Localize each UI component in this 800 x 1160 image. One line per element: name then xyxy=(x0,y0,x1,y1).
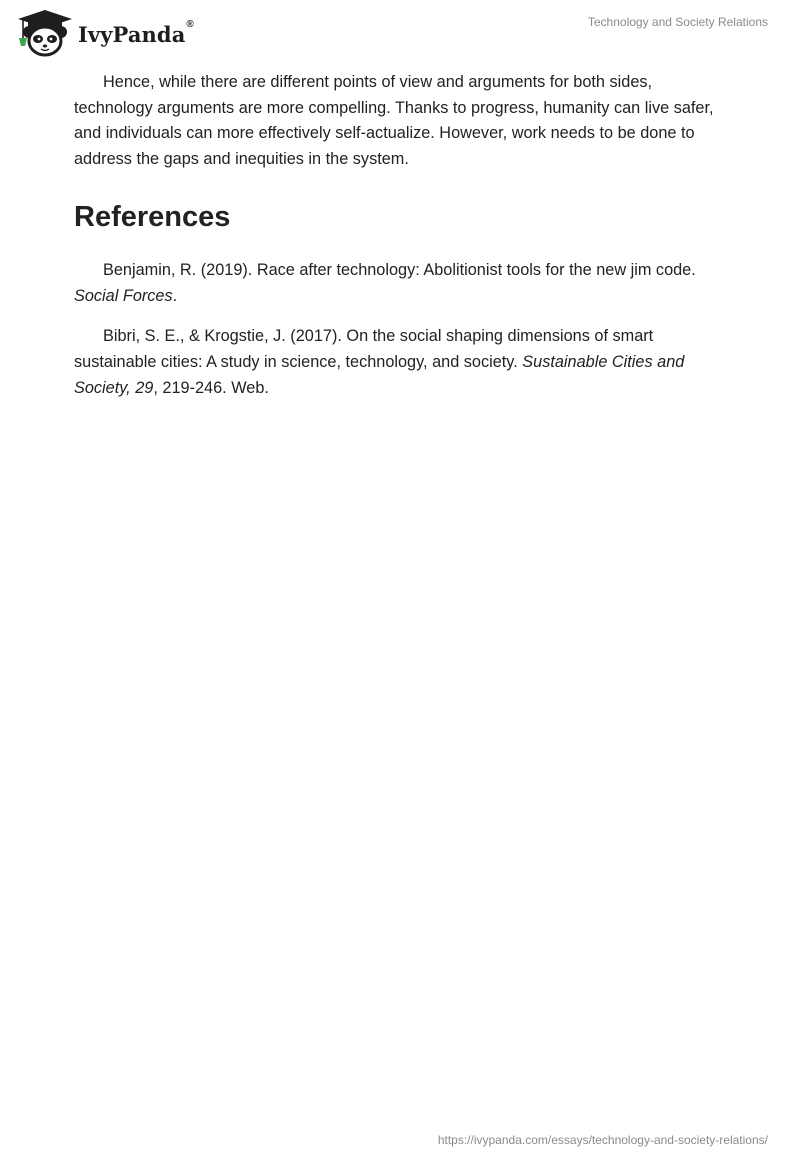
references-heading: References xyxy=(74,200,231,233)
conclusion-paragraph: Hence, while there are different points of view and arguments for both sides, technology arguments are more compelling. Thanks to progress, humanity can live safer, and individuals can more effectively self-actualize. However, work needs to be done to address the gaps and inequities in the system. xyxy=(74,73,714,169)
panda-graduate-logo-icon xyxy=(14,8,76,58)
essay-content xyxy=(74,70,724,416)
reference-item xyxy=(74,324,724,401)
reference-text: Benjamin, R. (2019). Race after technology: Abolitionist tools for the new jim code. xyxy=(103,260,696,279)
running-title: Technology and Society Relations xyxy=(587,15,768,29)
registered-mark: ® xyxy=(186,18,194,30)
reference-source: Sustainable Cities and Society, 29 xyxy=(74,352,685,397)
source-url[interactable]: https://ivypanda.com/essays/technology-and-society-relations/ xyxy=(437,1133,768,1147)
page-header xyxy=(0,0,800,64)
reference-text: Bibri, S. E., & Krogstie, J. (2017). On the social shaping dimensions of smart sustainable cities: A study in science, technology, and society. xyxy=(74,327,654,371)
reference-tail: , 219-246. Web. xyxy=(153,378,269,397)
ivypanda-logo[interactable] xyxy=(14,8,194,58)
reference-source: Social Forces xyxy=(74,286,173,305)
logo-wordmark: IvyPanda xyxy=(78,21,186,47)
reference-tail: . xyxy=(172,286,178,305)
reference-item xyxy=(74,258,724,309)
